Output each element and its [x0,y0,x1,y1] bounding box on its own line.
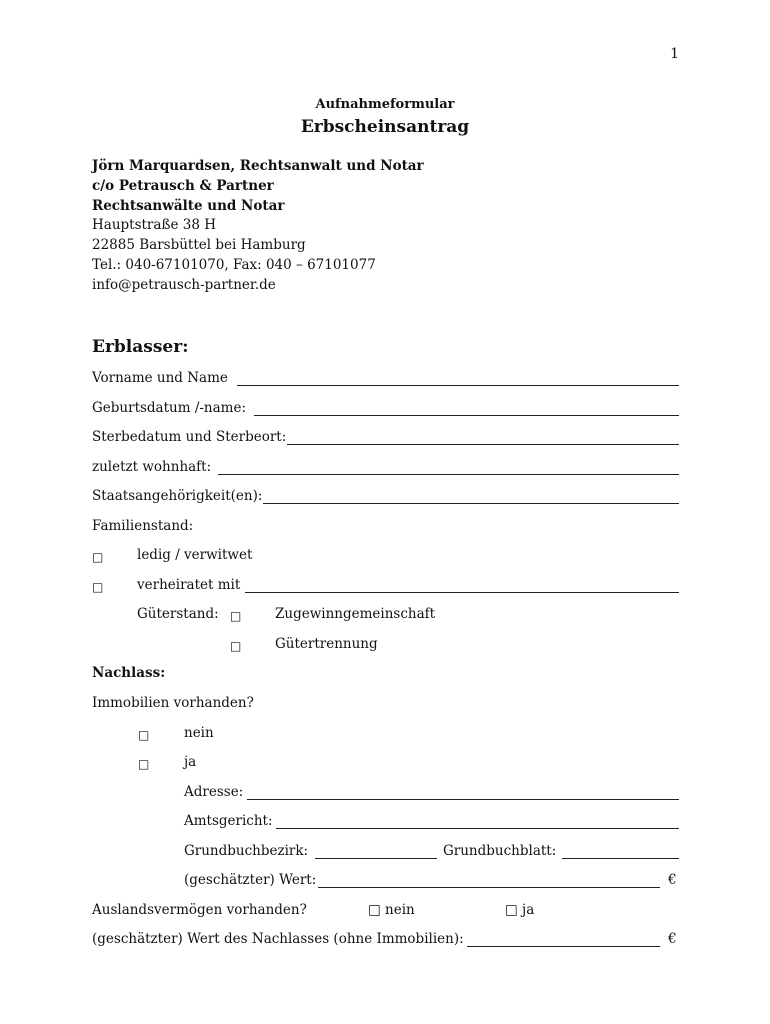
verheiratet-field[interactable] [245,592,679,593]
amtsgericht-label: Amtsgericht: [184,813,273,829]
erblasser-heading: Erblasser: [92,337,189,357]
grundbuchbezirk-label: Grundbuchbezirk: [184,843,309,859]
familienstand-label: Familienstand: [92,518,194,534]
immobilien-nein-label: nein [184,725,214,741]
sterbe-field[interactable] [287,444,679,445]
zugewinn-checkbox[interactable]: □ [230,609,242,623]
vorname-label: Vorname und Name [92,370,228,386]
grundbuchblatt-label: Grundbuchblatt: [443,843,557,859]
address-line-city: 22885 Barsbüttel bei Hamburg [92,237,306,253]
wohnhaft-label: zuletzt wohnhaft: [92,459,212,475]
nachlass-wert-field[interactable] [467,946,660,947]
verheiratet-checkbox[interactable]: □ [92,580,104,594]
ledig-checkbox[interactable]: □ [92,550,104,564]
adresse-label: Adresse: [184,784,244,800]
address-line-street: Hauptstraße 38 H [92,217,216,233]
gueterstand-label: Güterstand: [137,606,219,622]
address-line-phone: Tel.: 040-67101070, Fax: 040 – 67101077 [92,257,376,273]
vorname-field[interactable] [237,385,679,386]
adresse-field[interactable] [247,799,679,800]
ausland-ja-option[interactable]: □ ja [505,902,535,918]
zugewinn-label: Zugewinngemeinschaft [275,606,436,622]
staat-label: Staatsangehörigkeit(en): [92,488,263,504]
geburt-field[interactable] [254,415,679,416]
page-number: 1 [670,46,679,62]
nachlass-wert-label: (geschätzter) Wert des Nachlasses (ohne Immobilien): [92,931,464,947]
immobilien-wert-currency: € [668,872,677,888]
immobilien-label: Immobilien vorhanden? [92,695,254,711]
immobilien-nein-checkbox[interactable]: □ [138,728,150,742]
ausland-nein-option[interactable]: □ nein [368,902,415,918]
staat-field[interactable] [263,503,679,504]
amtsgericht-field[interactable] [276,828,679,829]
ausland-label: Auslandsvermögen vorhanden? [92,902,307,918]
trennung-label: Gütertrennung [275,636,378,652]
form-subtitle: Aufnahmeformular [315,97,455,112]
address-line-firm: c/o Petrausch & Partner [92,178,274,194]
immobilien-ja-label: ja [184,754,197,770]
wohnhaft-field[interactable] [218,474,679,475]
immobilien-wert-field[interactable] [318,887,660,888]
geburt-label: Geburtsdatum /-name: [92,400,247,416]
ledig-label: ledig / verwitwet [137,547,253,563]
nachlass-heading: Nachlass: [92,665,166,681]
grundbuchblatt-field[interactable] [562,858,679,859]
trennung-checkbox[interactable]: □ [230,639,242,653]
nachlass-wert-currency: € [668,931,677,947]
immobilien-wert-label: (geschätzter) Wert: [184,872,317,888]
address-line-title: Rechtsanwälte und Notar [92,198,285,214]
form-title: Erbscheinsantrag [300,117,470,137]
immobilien-ja-checkbox[interactable]: □ [138,757,150,771]
address-line-name: Jörn Marquardsen, Rechtsanwalt und Notar [92,158,424,174]
address-line-email: info@petrausch-partner.de [92,277,276,293]
sterbe-label: Sterbedatum und Sterbeort: [92,429,287,445]
verheiratet-label: verheiratet mit [137,577,241,593]
grundbuchbezirk-field[interactable] [315,858,437,859]
